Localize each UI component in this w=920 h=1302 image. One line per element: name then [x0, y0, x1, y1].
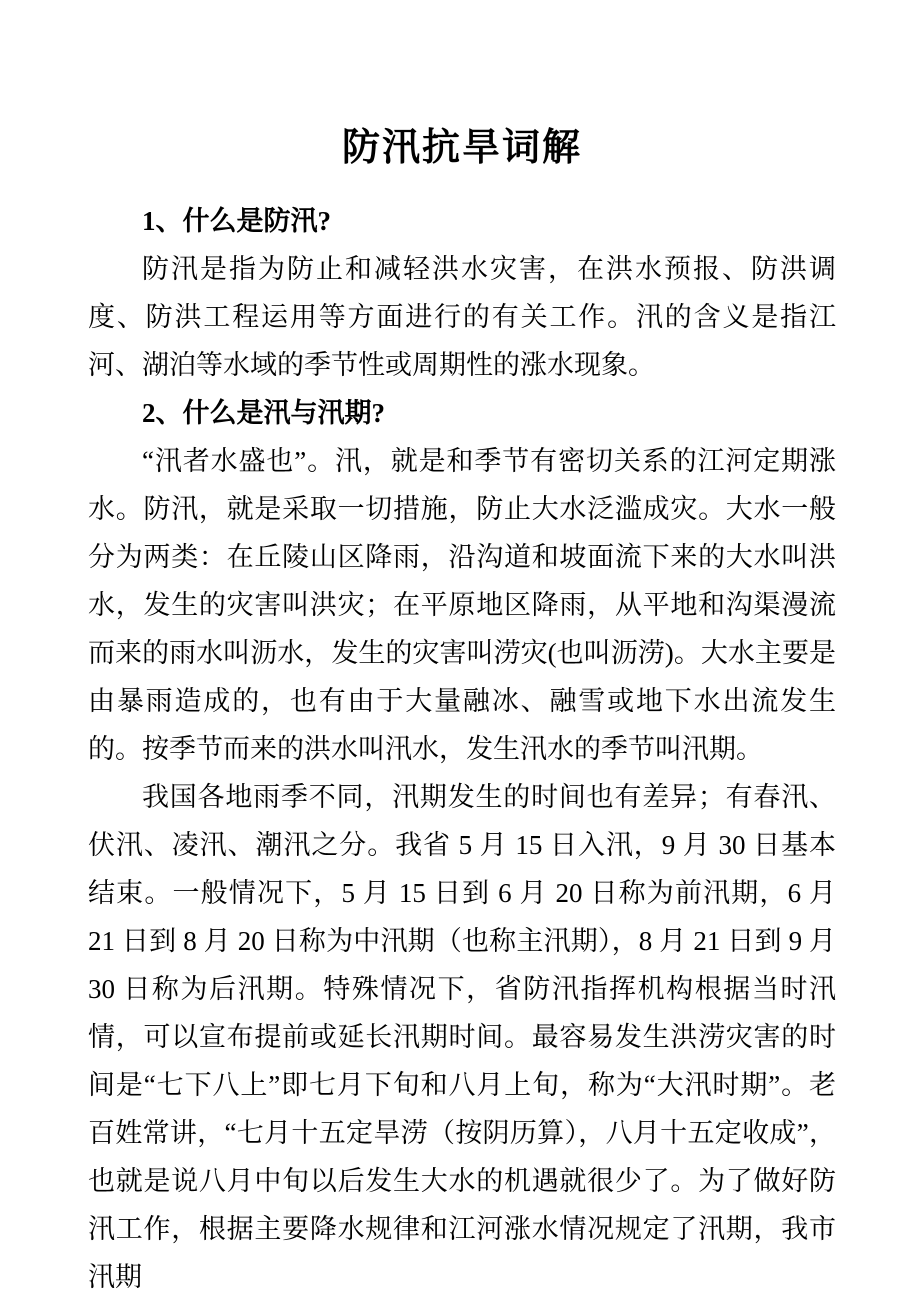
section-heading-1: 1、什么是防汛?	[142, 206, 331, 236]
paragraph-what-is-flood-control: 防汛是指为防止和减轻洪水灾害，在洪水预报、防洪调度、防洪工程运用等方面进行的有关工作。汛的含义是指江河、湖泊等水域的季节性或周期性的涨水现象。	[88, 254, 836, 380]
document-title: 防汛抗旱词解	[341, 127, 582, 169]
paragraph-flood-season-dates: 我国各地雨季不同，汛期发生的时间也有差异；有春汛、伏汛、凌汛、潮汛之分。我省 5 月 15 日入汛，9 月 30 日基本结束。一般情况下，5 月 15 日到 6 月 20 日称为前汛期，6 月 21 日到 8 月 20 日称为中汛期（也称主汛期），8 月 21 日到 9 月 30 日称为后汛期。特殊情况下，省防汛指挥机构根据当时汛情，可以宣布提前或延长汛期时间。最容易发生洪涝灾害的时间是“七下八上”即七月下旬和八月上旬，称为“大汛时期”。老百姓常讲，“七月十五定旱涝（按阴历算），八月十五定收成”，也就是说八月中旬以后发生大水的机遇就很少了。为了做好防汛工作，根据主要降水规律和江河涨水情况规定了汛期，我市汛期	[88, 782, 836, 1292]
paragraph-flood-and-flood-season: “汛者水盛也”。汛，就是和季节有密切关系的江河定期涨水。防汛，就是采取一切措施，防止大水泛滥成灾。大水一般分为两类：在丘陵山区降雨，沿沟道和坡面流下来的大水叫洪水，发生的灾害叫洪灾；在平原地区降雨，从平地和沟渠漫流而来的雨水叫沥水，发生的灾害叫涝灾(也叫沥涝)。大水主要是由暴雨造成的，也有由于大量融冰、融雪或地下水出流发生的。按季节而来的洪水叫汛水，发生汛水的季节叫汛期。	[88, 446, 836, 764]
section-heading-2: 2、什么是汛与汛期?	[142, 398, 385, 428]
